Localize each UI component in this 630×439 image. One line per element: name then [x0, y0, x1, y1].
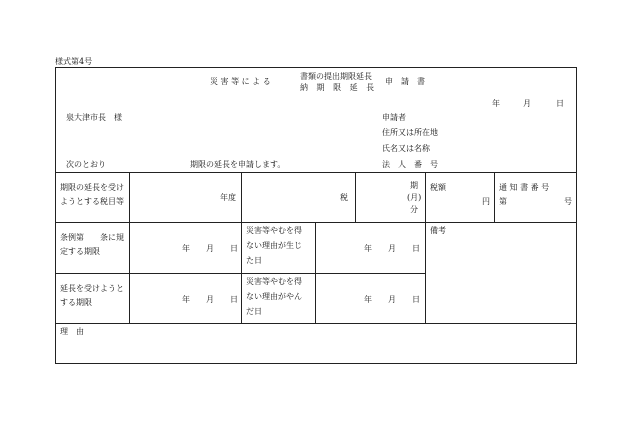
installment-label-3: 分	[410, 205, 418, 214]
col-divider-c	[425, 172, 426, 323]
row1-label-1: 期限の延長を受け	[60, 183, 124, 192]
addressee: 泉大津市長 様	[66, 113, 122, 122]
row2-label-1: 条例第 条に規	[60, 233, 124, 242]
applicant-address-label: 住所又は所在地	[382, 128, 438, 137]
notice-number-label: 通 知 書 番 号	[499, 183, 550, 192]
row-divider-1	[55, 222, 577, 223]
row2-reason-1: 災害等やむを得	[246, 226, 302, 235]
row2-date2-year: 年	[364, 244, 372, 253]
remarks-label: 備考	[430, 226, 446, 235]
row2-date-day: 日	[230, 244, 238, 253]
row3-date-day: 日	[230, 295, 238, 304]
yen-label: 円	[482, 197, 490, 206]
header-date-year: 年	[492, 99, 500, 108]
row3-date2-year: 年	[364, 295, 372, 304]
applicant-name-label: 氏名又は名称	[382, 144, 430, 153]
notice-number-suffix: 号	[564, 197, 572, 206]
installment-label-1: 期	[410, 181, 418, 190]
title-prefix: 災 害 等 に よ る	[210, 77, 271, 86]
form-frame	[55, 67, 577, 364]
col-divider-b	[355, 172, 356, 222]
row3-reason-1: 災害等やむを得	[246, 277, 302, 286]
reason-label: 理 由	[60, 327, 84, 336]
header-date-month: 月	[523, 99, 531, 108]
col-divider-e	[315, 222, 316, 323]
row2-label-2: 定する期限	[60, 247, 100, 256]
row2-date2-month: 月	[388, 244, 396, 253]
row3-reason-2: ない理由がやん	[246, 292, 302, 301]
row3-label-2: する期限	[60, 298, 92, 307]
row2-reason-2: ない理由が生じ	[246, 241, 302, 250]
installment-label-2: (月)	[407, 193, 422, 202]
row2-reason-3: た日	[246, 256, 262, 265]
applicant-label: 申請者	[382, 113, 406, 122]
fiscal-year-suffix: 年度	[220, 193, 236, 202]
row3-date-year: 年	[182, 295, 190, 304]
row2-date2-day: 日	[412, 244, 420, 253]
col-divider-d	[494, 172, 495, 222]
row2-date-year: 年	[182, 244, 190, 253]
row3-date2-day: 日	[412, 295, 420, 304]
row3-label-1: 延長を受けようと	[60, 284, 124, 293]
applicant-corp-number-label: 法 人 番 号	[382, 160, 438, 169]
notice-number-prefix: 第	[499, 197, 507, 206]
table-top-line	[55, 172, 577, 173]
label-column-divider	[129, 172, 130, 323]
row-divider-3	[55, 323, 577, 324]
intro-text-2: 期限の延長を申請します。	[190, 160, 286, 169]
row2-date-month: 月	[206, 244, 214, 253]
tax-suffix: 税	[340, 193, 348, 202]
col-divider-a	[241, 172, 242, 323]
intro-text: 次のとおり	[66, 160, 106, 169]
row-divider-2	[55, 273, 425, 274]
title-suffix: 申 請 書	[385, 77, 425, 86]
tax-amount-label: 税額	[430, 183, 446, 192]
row3-reason-3: だ日	[246, 307, 262, 316]
header-date-day: 日	[556, 99, 564, 108]
title-option-document-extension: 書類の提出期限延長	[300, 72, 372, 81]
form-number: 様式第4号	[55, 57, 93, 66]
row1-label-2: ようとする税目等	[60, 197, 124, 206]
row3-date-month: 月	[206, 295, 214, 304]
title-option-payment-extension: 納 期 限 延 長	[300, 83, 378, 92]
row3-date2-month: 月	[388, 295, 396, 304]
